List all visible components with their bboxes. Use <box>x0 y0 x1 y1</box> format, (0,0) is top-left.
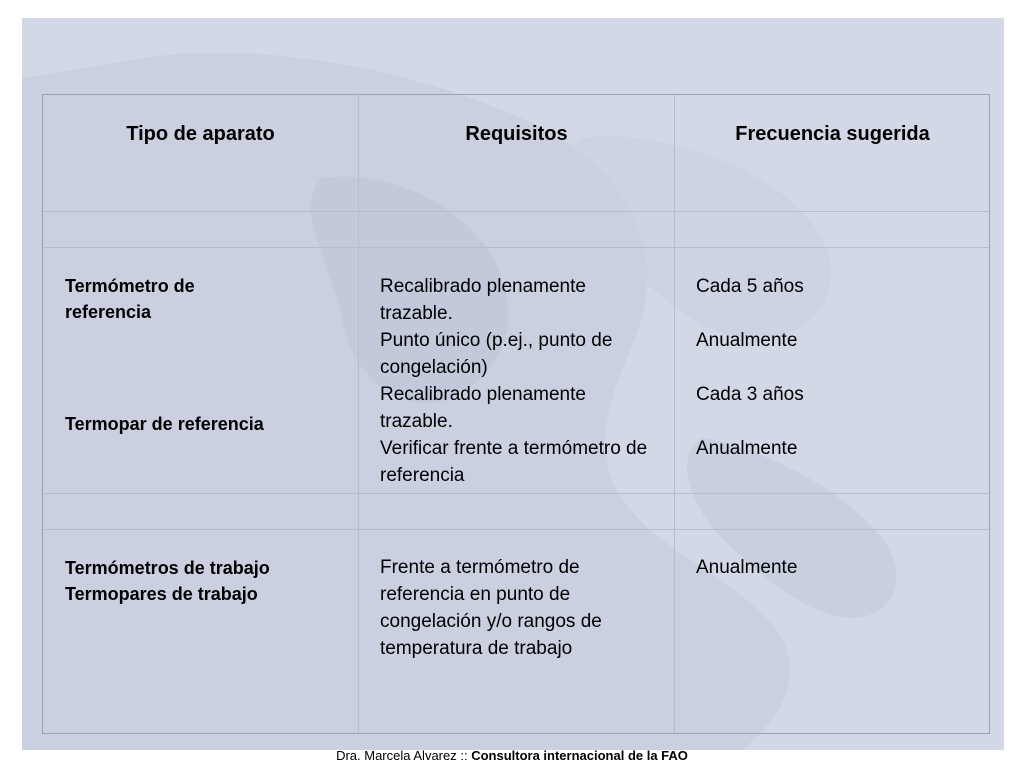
requisito-item: Frente a termómetro de referencia en punto de congelación y/o rangos de temperatura de trabajo <box>380 557 602 659</box>
footer-author: Dra. Marcela Alvarez :: <box>336 748 468 763</box>
requisito-item: Verificar frente a termómetro de referencia <box>380 438 648 486</box>
frecuencia-item: Anualmente <box>696 557 798 578</box>
column-divider <box>674 95 675 733</box>
frecuencia-item: Anualmente <box>696 438 798 459</box>
requisito-item: Punto único (p.ej., punto de congelación) <box>380 330 613 378</box>
column-divider <box>358 95 359 733</box>
row-divider <box>43 211 989 212</box>
frecuencia-item: Cada 5 años <box>696 276 804 297</box>
header-requisitos: Requisitos <box>465 123 568 145</box>
header-tipo: Tipo de aparato <box>126 123 275 145</box>
frecuencia-item: Cada 3 años <box>696 384 804 405</box>
requisito-item: Recalibrado plenamente trazable. <box>380 276 586 324</box>
slide-footer <box>0 748 1024 763</box>
tipo-termometro-referencia: Termómetro de referencia <box>65 276 195 322</box>
tipo-termometros-trabajo: Termómetros de trabajo <box>65 558 270 578</box>
requisito-item: Recalibrado plenamente trazable. <box>380 384 586 432</box>
row-divider <box>43 529 989 530</box>
row-divider <box>43 247 989 248</box>
tipo-termopares-trabajo: Termopares de trabajo <box>65 584 258 604</box>
row-divider <box>43 493 989 494</box>
footer-role: Consultora internacional de la FAO <box>471 748 688 763</box>
tipo-termopar-referencia: Termopar de referencia <box>65 414 264 434</box>
calibration-table <box>42 94 990 734</box>
frecuencia-item: Anualmente <box>696 330 798 351</box>
header-frecuencia: Frecuencia sugerida <box>735 123 930 145</box>
